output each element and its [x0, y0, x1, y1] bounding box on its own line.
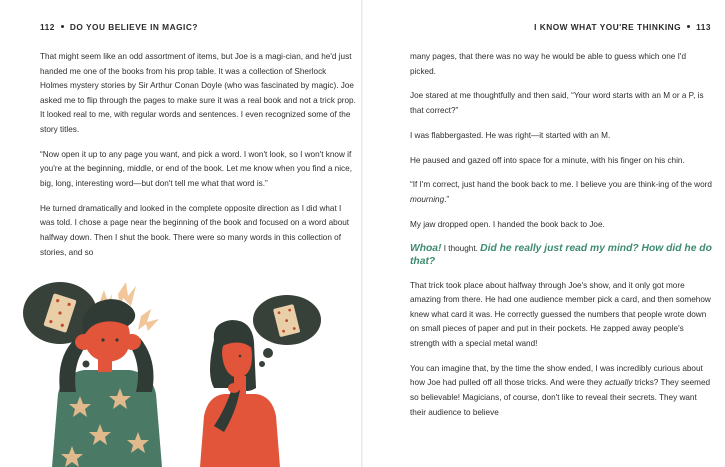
- emphasized-word: mourning: [410, 194, 445, 204]
- paragraph: Joe stared at me thoughtfully and then said, “Your word starts with an M or a P, is that correct?”: [410, 91, 704, 115]
- running-head-left: DO YOU BELIEVE IN MAGIC?: [69, 22, 198, 32]
- thought-bubble-icon: [253, 295, 321, 367]
- paragraph-text: tricks? They seemed so believable! Magicians, of course, don't like to reveal their secrets. They want their audience to believe: [410, 378, 711, 417]
- emphasized-word: actually: [604, 378, 633, 388]
- callout-aside: I thought.: [441, 244, 481, 254]
- paragraph: [410, 178, 714, 207]
- callout-question: Did he really just read my mind? How did he do that?: [410, 243, 712, 268]
- running-header-right: [534, 22, 711, 32]
- paragraph: That trick took place about halfway through Joe's show, and it only got more amazing from there. He had one audience member pick a card, and then somehow knew what card it was. He correctly guessed the numbers that people wrote down on small pieces of paper and put in their pockets. He zapped away people's strength with a special metal wand!: [410, 280, 711, 349]
- paragraph: [410, 362, 714, 420]
- paragraph: My jaw dropped open. I handed the book back to Joe.: [410, 219, 605, 229]
- right-page: [363, 0, 725, 467]
- callout-quote: [410, 242, 714, 268]
- paragraph: That might seem like an odd assortment of items, but Joe is a magi-cian, and he'd just handed me one of the books from his prop table. It was a collection of Sherlock Holmes mystery stories by Sir Arthur Conan Doyle (who was fascinated by magic). Joe asked me to flip through the pages to make sure it was a real book and not a trick prop. It looked real to me, with regular words and sentences. I even recognized some of the story titles.: [40, 52, 356, 134]
- paragraph: many pages, that there was no way he would be able to guess which one I'd picked.: [410, 52, 687, 76]
- page-number-right: 113: [696, 22, 711, 32]
- separator-dot: [687, 25, 690, 28]
- left-page: [0, 0, 362, 467]
- running-head-right: I KNOW WHAT YOU'RE THINKING: [534, 22, 682, 32]
- paragraph: “Now open it up to any page you want, and pick a word. I won't look, so I won't know if you're at the beginning, middle, or end of the book. Let me know when you find a nice, big, long, interesting word—but don't tell me what that word is.”: [40, 149, 352, 188]
- paragraph-text: You can imagine that, by the time the show ended, I was incredibly curious about how Joe had pulled off all those tricks. And were they: [410, 363, 703, 388]
- running-header-left: [40, 22, 198, 32]
- paragraph-text: “If I'm correct, just hand the book back to me. I believe you are think-ing of the word: [410, 180, 712, 190]
- paragraph-text: .”: [444, 194, 450, 204]
- right-body-text: [410, 50, 714, 430]
- mind-reading-illustration: [0, 276, 362, 467]
- separator-dot: [61, 25, 64, 28]
- girl-figure: [200, 320, 280, 467]
- callout-exclaim: Whoa!: [410, 243, 442, 255]
- paragraph: I was flabbergasted. He was right—it started with an M.: [410, 130, 611, 140]
- paragraph: He turned dramatically and looked in the complete opposite direction as I did what I was told. I chose a page near the beginning of the book and focused on a word about halfway down. Then I shut the book. There were so many words in this collection of stories, and so: [40, 203, 350, 257]
- page-number-left: 112: [40, 22, 55, 32]
- paragraph: He paused and gazed off into space for a minute, with his finger on his chin.: [410, 155, 685, 165]
- left-body-text: [40, 50, 356, 270]
